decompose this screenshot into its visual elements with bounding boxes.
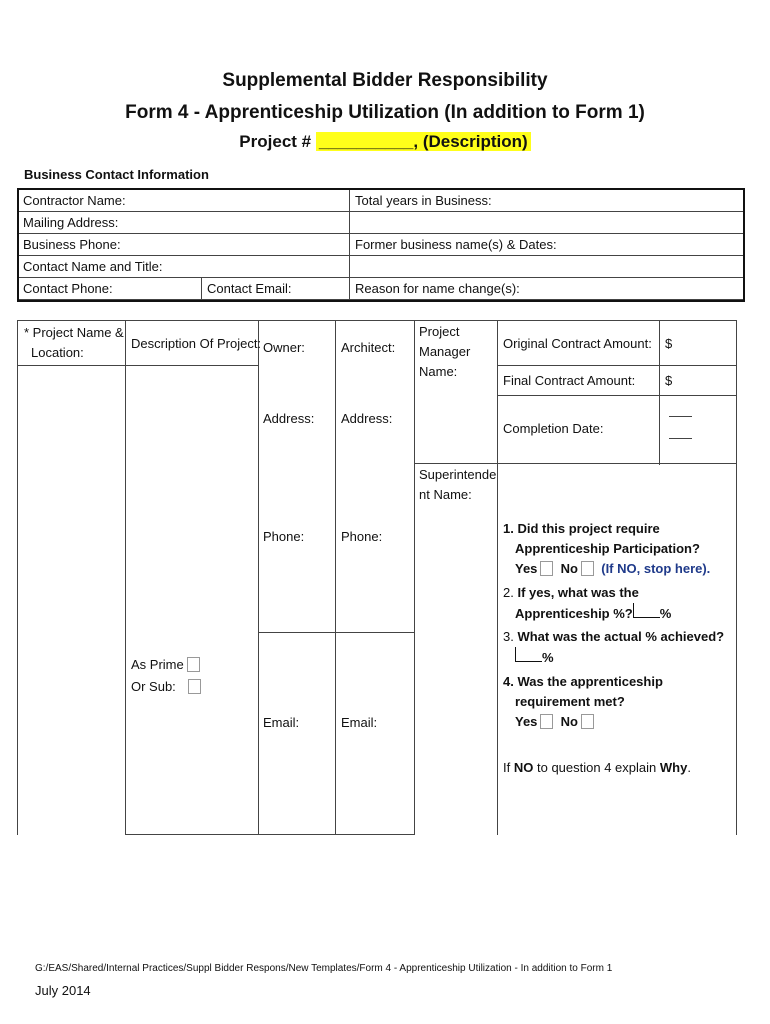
completion-date-label[interactable]: Completion Date: [503,421,604,436]
form-subtitle: Form 4 - Apprenticeship Utilization (In addition to Form 1) [125,102,645,123]
business-phone-field[interactable]: Business Phone: [23,237,121,252]
project-name-location-label: * Project Name & Location: [24,325,124,360]
former-names-field[interactable]: Former business name(s) & Dates: [355,237,557,252]
project-description-field[interactable]: __________, (Description) [316,132,531,151]
original-contract-label[interactable]: Original Contract Amount: [503,336,652,351]
contact-phone-field[interactable]: Contact Phone: [23,281,113,296]
business-contact-heading: Business Contact Information [24,167,209,182]
form-title: Supplemental Bidder Responsibility [222,70,548,91]
column-divider [349,190,350,300]
q4-no-checkbox[interactable] [581,714,594,729]
owner-address-label[interactable]: Address: [263,411,315,426]
mailing-address-field[interactable]: Mailing Address: [23,215,119,230]
project-number-line [0,132,770,152]
question-3: 3. What was the actual % achieved? % [503,629,725,665]
description-label: Description Of Project: [131,336,262,351]
footer-file-path: G:/EAS/Shared/Internal Practices/Suppl Bidder Respons/New Templates/Form 4 - Apprenticeship Utilization - In addition to Form 1 [35,963,613,974]
contact-name-title-field[interactable]: Contact Name and Title: [23,259,163,274]
project-manager-label: Project Manager Name: [419,324,471,379]
owner-phone-label[interactable]: Phone: [263,529,305,544]
explain-instruction: If NO to question 4 explain Why. [503,760,691,775]
reason-name-change-field[interactable]: Reason for name change(s): [355,281,520,296]
owner-label: Owner: [263,340,305,355]
footer-date: July 2014 [35,983,91,998]
business-contact-table [17,188,745,302]
stop-note: (If NO, stop here). [601,561,711,576]
contact-email-field[interactable]: Contact Email: [207,281,292,296]
architect-address-label[interactable]: Address: [341,411,393,426]
superintendent-label: Superintende nt Name: [419,467,497,502]
question-1: 1. Did this project require Apprenticeship Participation? Yes No (If NO, stop here). [503,521,711,576]
q1-no-checkbox[interactable] [581,561,594,576]
as-prime-checkbox[interactable] [187,657,200,672]
original-contract-dollar[interactable]: $ [665,336,673,351]
date-blank[interactable] [669,416,692,417]
actual-percent-input[interactable] [515,647,542,662]
question-4: 4. Was the apprenticeship requirement met? Yes No [503,674,663,729]
project-prefix: Project # [239,132,312,151]
q4-yes-checkbox[interactable] [540,714,553,729]
contractor-name-field[interactable]: Contractor Name: [23,193,126,208]
or-sub-option: Or Sub: [131,677,201,697]
project-table [17,320,737,835]
contact-row [19,212,743,234]
as-prime-option: As Prime [131,655,200,675]
owner-email-label[interactable]: Email: [263,715,300,730]
architect-email-label[interactable]: Email: [341,715,378,730]
final-contract-dollar[interactable]: $ [665,373,673,388]
contact-row [19,234,743,256]
final-contract-label[interactable]: Final Contract Amount: [503,373,636,388]
date-blank[interactable] [669,438,692,439]
or-sub-checkbox[interactable] [188,679,201,694]
apprenticeship-percent-input[interactable] [633,603,660,618]
total-years-field[interactable]: Total years in Business: [355,193,492,208]
architect-phone-label[interactable]: Phone: [341,529,383,544]
question-2: 2. If yes, what was the Apprenticeship %? % [503,585,672,621]
column-divider [201,278,202,300]
contact-row [19,278,743,300]
contact-row [19,190,743,212]
contact-row [19,256,743,278]
architect-label: Architect: [341,340,396,355]
q1-yes-checkbox[interactable] [540,561,553,576]
